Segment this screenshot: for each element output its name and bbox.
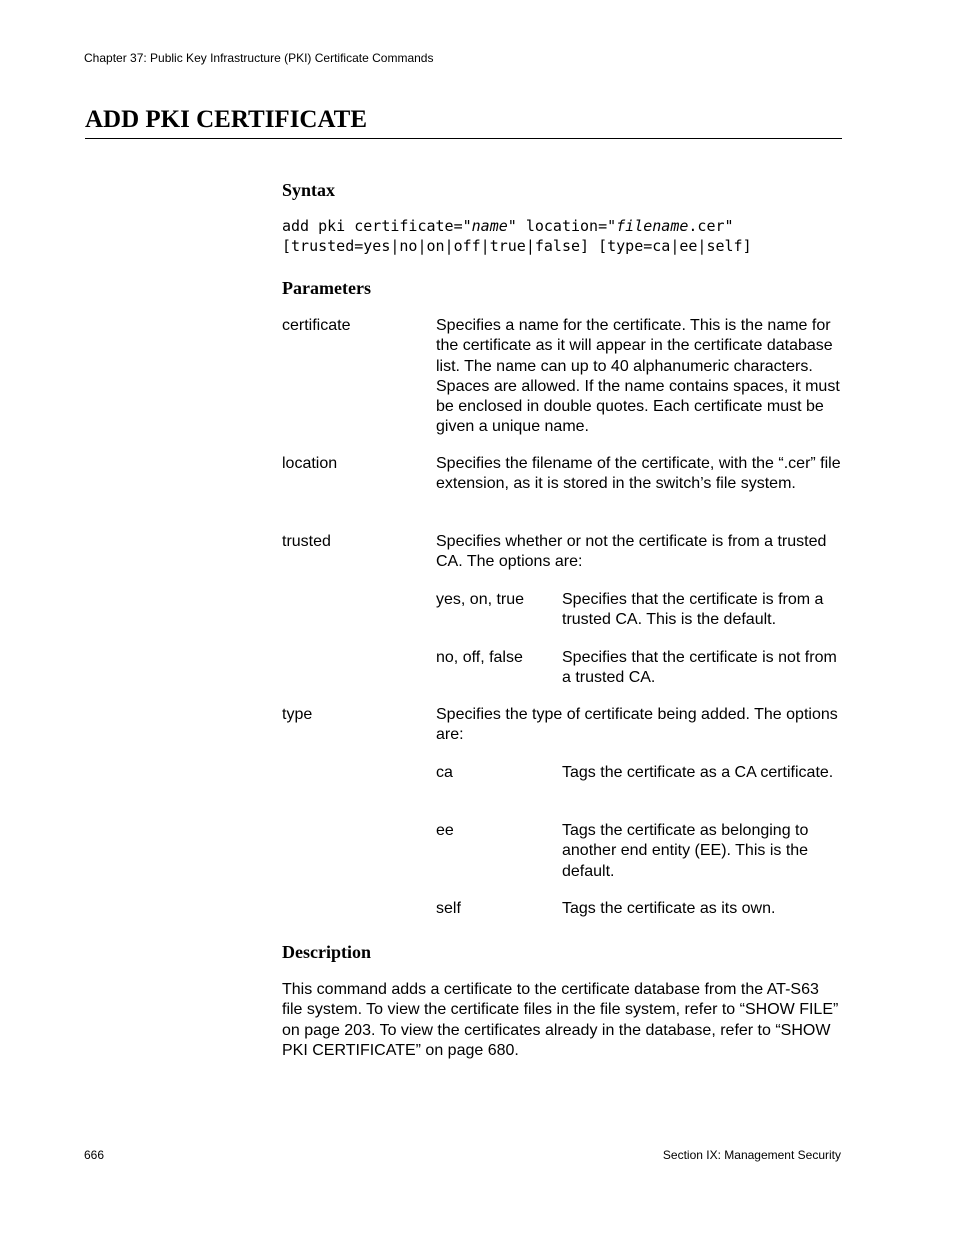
parameters-heading: Parameters [282, 278, 371, 298]
option-desc: Specifies that the certificate is not from a trusted CA. [562, 649, 837, 687]
syntax-text: " location=" [507, 217, 617, 235]
param-name-trusted: trusted [282, 533, 331, 550]
option-name: ca [436, 764, 453, 781]
param-name-certificate: certificate [282, 317, 351, 334]
param-name-location: location [282, 455, 338, 472]
syntax-text: add pki certificate=" [282, 217, 472, 235]
syntax-heading: Syntax [282, 180, 336, 200]
syntax-line-1 [282, 216, 734, 236]
option-desc: Tags the certificate as its own. [562, 900, 776, 917]
param-desc-type: Specifies the type of certificate being added. The options are: [436, 706, 838, 744]
description-text: This command adds a certificate to the certificate database from the AT-S63 file system. To view the certificate files in the file system, refer to “SHOW FILE” on page 203. To view the certificates already in the database, refer to “SHOW PKI CERTIFICATE” on page 680. [282, 981, 839, 1059]
option-desc: Tags the certificate as belonging to another end entity (EE). This is the default. [562, 822, 809, 880]
running-header: Chapter 37: Public Key Infrastructure (PKI) Certificate Commands [84, 51, 434, 65]
option-name: no, off, false [436, 649, 523, 666]
option-name: self [436, 900, 461, 917]
syntax-text: .cer" [688, 217, 734, 235]
syntax-line-2: [trusted=yes|no|on|off|true|false] [type=ca|ee|self] [282, 237, 752, 255]
param-name-type: type [282, 706, 313, 723]
param-desc-trusted: Specifies whether or not the certificate is from a trusted CA. The options are: [436, 533, 827, 571]
footer-section: Section IX: Management Security [662, 1148, 841, 1162]
param-desc-certificate: Specifies a name for the certificate. This is the name for the certificate as it will appear in the certificate database list. The name can up to 40 alphanumeric characters. Spaces are allowed. If the name contains spaces, it must be enclosed in double quotes. Each certificate must be given a unique name. [436, 317, 840, 436]
page-number: 666 [84, 1148, 105, 1162]
syntax-var-name: name [471, 217, 508, 235]
description-heading: Description [282, 942, 371, 962]
option-name: ee [436, 822, 454, 839]
page-title: ADD PKI CERTIFICATE [85, 106, 842, 139]
param-desc-location: Specifies the filename of the certificate, with the “.cer” file extension, as it is stored in the switch’s file system. [436, 455, 841, 493]
option-desc: Tags the certificate as a CA certificate. [562, 764, 834, 781]
option-desc: Specifies that the certificate is from a trusted CA. This is the default. [562, 591, 824, 629]
syntax-var-filename: filename [616, 217, 689, 235]
option-name: yes, on, true [436, 591, 525, 608]
